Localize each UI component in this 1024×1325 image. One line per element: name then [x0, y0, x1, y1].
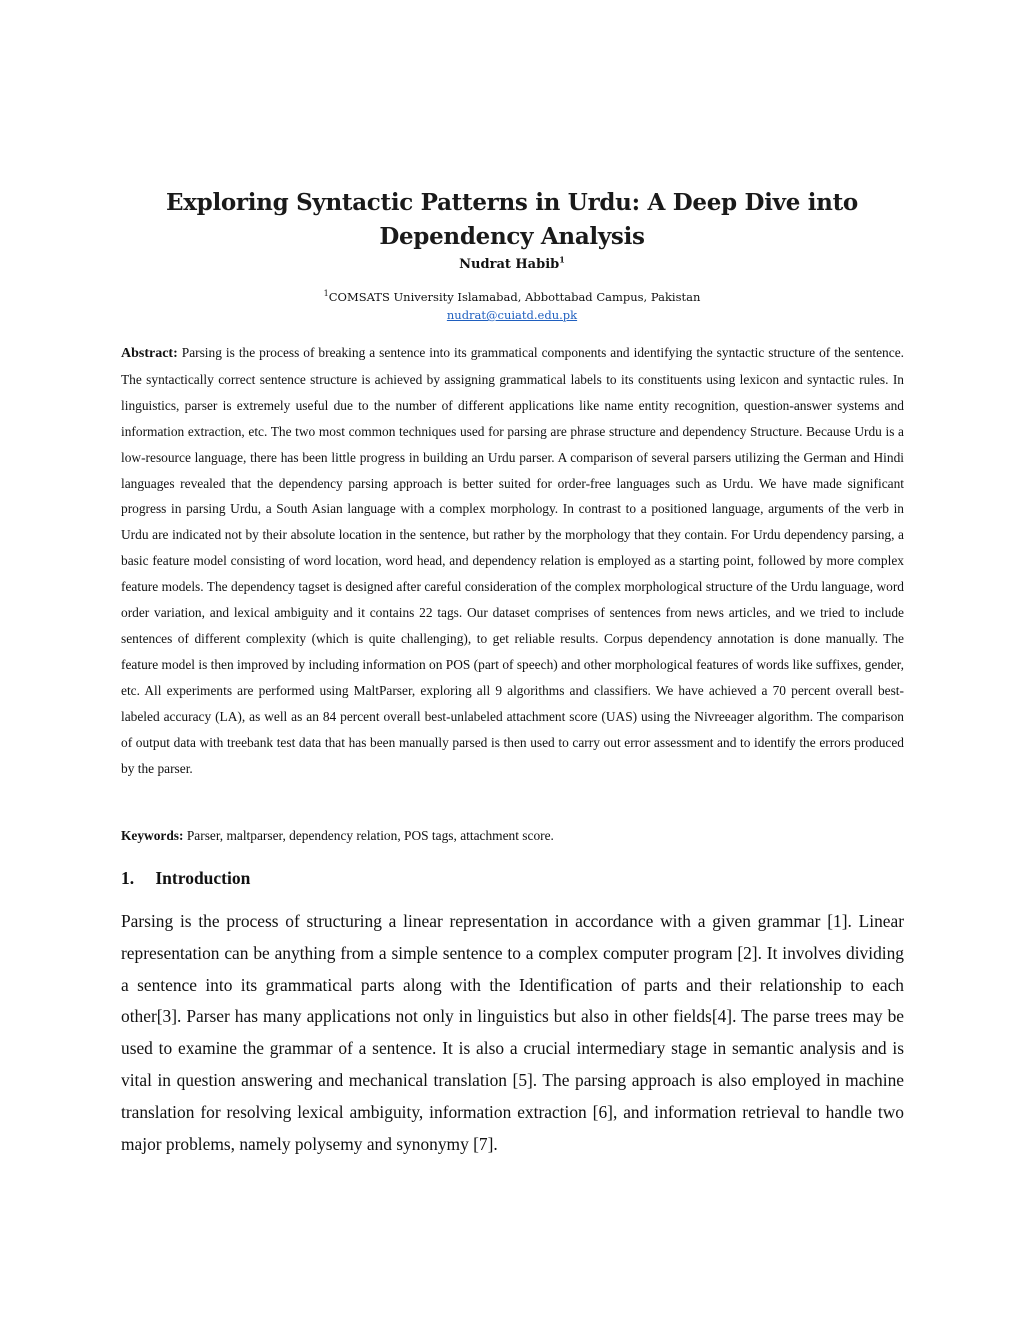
affiliation-marker: 1 — [323, 289, 329, 299]
section-number: 1. — [121, 868, 135, 888]
abstract-label: Abstract: — [121, 346, 178, 361]
affiliation-text: COMSATS University Islamabad, Abbottabad Campus, Pakistan — [328, 290, 701, 304]
author-name: Nudrat Habib — [459, 257, 560, 272]
author-email-link[interactable]: nudrat@cuiatd.edu.pk — [446, 308, 578, 322]
introduction-paragraph: Parsing is the process of structuring a linear representation in accordance with a given grammar [1]. Linear representation can be anything from a simple sentence to a complex computer program [2]. It involves dividing a sentence into its grammatical parts along with the Identification of parts and their relationship to each other[3]. Parser has many applications not only in linguistics but also in other fields[4]. The parse trees may be used to examine the grammar of a sentence. It is also a crucial intermediary stage in semantic analysis and is vital in question answering and mechanical translation [5]. The parsing approach is also employed in machine translation for resolving lexical ambiguity, information extraction [6], and information retrieval to handle two major problems, namely polysemy and synonymy [7]. — [121, 911, 904, 1154]
section-title: Introduction — [155, 868, 251, 888]
keywords-label: Keywords: — [121, 828, 184, 843]
abstract-text: Parsing is the process of breaking a sentence into its grammatical components and identifying the syntactic structure of the sentence. The syntactically correct sentence structure is achieved by assigning grammatical labels to its constituents using lexicon and syntactic rules. In linguistics, parser is extremely useful due to the number of different applications like name entity recognition, question-answer systems and information extraction, etc. The two most common techniques used for parsing are phrase structure and dependency Structure. Because Urdu is a low-resource language, there has been little progress in building an Urdu parser. A comparison of several parsers utilizing the German and Hindi languages revealed that the dependency parsing approach is better suited for order-free languages such as Urdu. We have made significant progress in parsing Urdu, a South Asian language with a complex morphology. In contrast to a positioned language, arguments of the verb in Urdu are indicated not by their absolute location in the sentence, but rather by the morphology that they contain. For Urdu dependency parsing, a basic feature model consisting of word location, word head, and dependency relation is employed as a starting point, followed by more complex feature models. The dependency tagset is designed after careful consideration of the complex morphological structure of the Urdu language, word order variation, and lexical ambiguity and it contains 22 tags. Our dataset comprises of sentences from news articles, and we tried to include sentences of different complexity (which is quite challenging), to get reliable results. Corpus dependency annotation is done manually. The feature model is then improved by including information on POS (part of speech) and other morphological features of words like suffixes, gender, etc. All experiments are performed using MaltParser, exploring all 9 algorithms and classifiers. We have achieved a 70 percent overall best-labeled accuracy (LA), as well as an 84 percent overall best-unlabeled attachment score (UAS) using the Nivreeager algorithm. The comparison of output data with treebank test data that has been manually parsed is then used to carry out error assessment and to identify the errors produced by the parser. — [121, 345, 904, 776]
author-line — [120, 256, 904, 274]
keywords — [121, 825, 904, 847]
paper-title: Exploring Syntactic Patterns in Urdu: A Deep Dive into Dependency Analysis — [166, 189, 858, 250]
affiliation-line — [120, 289, 904, 305]
author-affiliation-marker: 1 — [559, 254, 565, 265]
abstract — [121, 340, 904, 781]
email-line — [120, 307, 904, 323]
keywords-text: Parser, maltparser, dependency relation, POS tags, attachment score. — [186, 828, 554, 843]
section-heading-introduction — [121, 866, 250, 890]
